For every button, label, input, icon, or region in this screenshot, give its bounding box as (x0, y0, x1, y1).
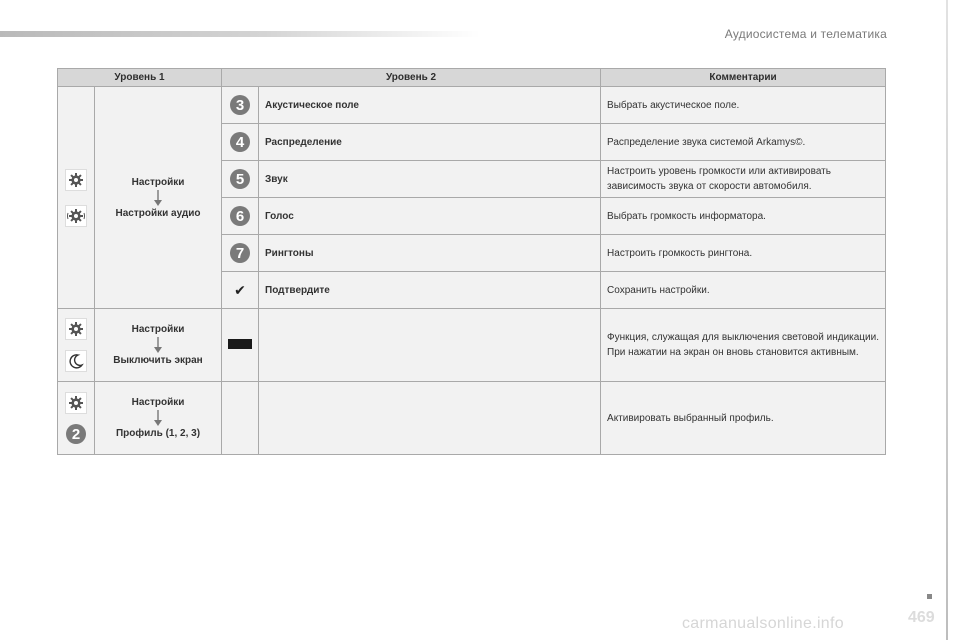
comment-line: Функция, служащая для выключения световой индикации. (607, 332, 879, 343)
level1-settings-label: Настройки (131, 397, 185, 408)
group2-level1-cell (95, 309, 222, 382)
column-header-level2: Уровень 2 (222, 69, 601, 87)
check-icon: ✔ (234, 281, 246, 298)
badge-cell (222, 161, 259, 198)
level2-cell: Звук (259, 161, 601, 198)
arrow-down-icon (153, 337, 163, 353)
level2-cell: Голос (259, 198, 601, 235)
badge-cell (222, 272, 259, 309)
gear-icon (65, 318, 87, 340)
level2-cell: Рингтоны (259, 235, 601, 272)
column-header-comments: Комментарии (601, 69, 886, 87)
number-badge: 7 (230, 243, 250, 263)
arrow-down-icon (153, 410, 163, 426)
number-badge: 3 (230, 95, 250, 115)
group2-icons-cell (58, 309, 95, 382)
section-title: Аудиосистема и телематика (724, 27, 887, 41)
group3-level1-cell (95, 382, 222, 455)
moon-icon (65, 350, 87, 372)
level1-settings-label: Настройки (131, 176, 185, 188)
comment-cell: Настроить уровень громкости или активировать зависимость звука от скорости автомобиля. (601, 161, 886, 198)
arrow-down-icon (153, 190, 163, 206)
level2-cell: Распределение (259, 124, 601, 161)
comment-cell: Настроить громкость рингтона. (601, 235, 886, 272)
audio-gear-icon (65, 205, 87, 227)
level1-audio-settings-label: Настройки аудио (115, 207, 201, 219)
comment-line: При нажатии на экран он вновь становится активным. (607, 347, 859, 358)
badge-cell (222, 235, 259, 272)
number-badge: 4 (230, 132, 250, 152)
table-row (58, 382, 886, 455)
comment-cell: Выбрать громкость информатора. (601, 198, 886, 235)
black-rect-icon (228, 339, 252, 349)
comment-cell: Выбрать акустическое поле. (601, 87, 886, 124)
level2-cell: Акустическое поле (259, 87, 601, 124)
page-marker (927, 594, 932, 599)
level1-screen-off-label: Выключить экран (113, 355, 203, 366)
comment-cell (601, 309, 886, 382)
settings-table (57, 68, 886, 455)
level2-cell (259, 309, 601, 382)
badge-cell (222, 382, 259, 455)
number-badge: 6 (230, 206, 250, 226)
right-margin-rule (946, 0, 948, 640)
badge-cell (222, 124, 259, 161)
gear-icon (65, 392, 87, 414)
table-header-row (58, 69, 886, 87)
table-row (58, 309, 886, 382)
group1-level1-cell (95, 87, 222, 309)
comment-cell: Распределение звука системой Arkamys©. (601, 124, 886, 161)
level1-profile-label: Профиль (1, 2, 3) (115, 428, 201, 439)
table-row (58, 87, 886, 124)
number-badge: 5 (230, 169, 250, 189)
top-decorative-bar (0, 31, 480, 37)
level2-cell (259, 382, 601, 455)
badge-cell (222, 87, 259, 124)
level2-cell: Подтвердите (259, 272, 601, 309)
gear-icon (65, 169, 87, 191)
comment-cell: Активировать выбранный профиль. (601, 382, 886, 455)
level1-settings-label: Настройки (131, 324, 185, 335)
badge-cell (222, 198, 259, 235)
page-number: 469 (908, 609, 935, 626)
watermark: carmanualsonline.info (682, 615, 844, 632)
comment-cell: Сохранить настройки. (601, 272, 886, 309)
number-badge: 2 (66, 424, 86, 444)
badge-cell (222, 309, 259, 382)
group1-icons-cell (58, 87, 95, 309)
column-header-level1: Уровень 1 (58, 69, 222, 87)
group3-icons-cell (58, 382, 95, 455)
